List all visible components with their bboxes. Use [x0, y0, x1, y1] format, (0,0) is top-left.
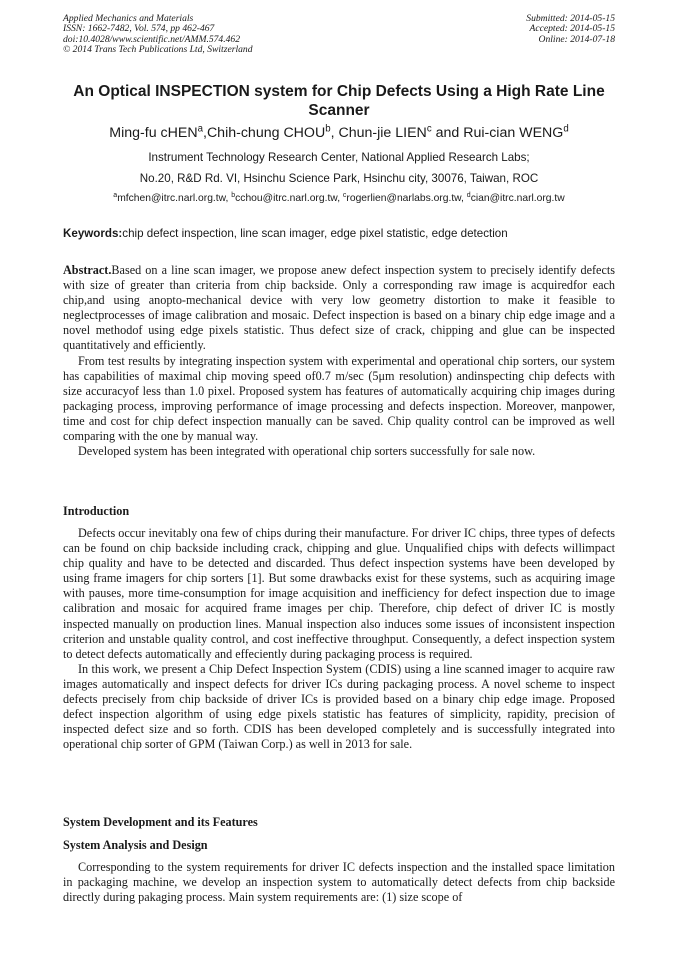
email-address[interactable]: rogerlien@narlabs.org.tw [346, 193, 462, 204]
email-address[interactable]: cian@itrc.narl.org.tw [470, 193, 565, 204]
intro-paragraph: In this work, we present a Chip Defect Inspection System (CDIS) using a line scanned imager to acquire raw images automatically and inspect defects for driver ICs during packaging process. A novel scheme to inspect defects precisely from chip backside of driver ICs is provided based on a binary chip edge image. Proposed defect inspection algorithm of using edge pixels statistic has features of simplicity, rapidity, precision of inspected defect size and so forth. CDIS has been developed completely and is successfully integrated into operational chip sorter of GPM (Taiwan Corp.) as well in 2013 for sale. [63, 661, 615, 752]
email-separator: , [461, 193, 467, 204]
author-name: Chun-jie LIEN [338, 125, 427, 141]
author-separator: , [330, 125, 339, 141]
abstract-label: Abstract. [63, 263, 112, 277]
author-separator: , [202, 125, 207, 141]
system-body [63, 860, 615, 905]
subsection-heading: System Analysis and Design [63, 838, 208, 852]
author-list [40, 124, 638, 142]
section-heading-system: System Development and its Features [63, 815, 258, 829]
author-affil-mark: c [426, 123, 432, 135]
author-affil-mark: d [563, 123, 569, 135]
email-mark: c [342, 192, 347, 200]
introduction-body [63, 526, 615, 752]
abstract [63, 263, 615, 459]
submitted-date: Submitted: 2014-05-15 [526, 13, 615, 24]
abstract-paragraph [63, 263, 615, 354]
email-address[interactable]: mfchen@itrc.narl.org.tw [117, 193, 226, 204]
online-date: Online: 2014-07-18 [538, 33, 615, 45]
keywords-text: chip defect inspection, line scan imager, edge pixel statistic, edge detection [122, 227, 508, 240]
abstract-paragraph: Developed system has been integrated with operational chip sorters successfully for sale now. [78, 444, 536, 459]
issn-line: ISSN: 1662-7482, Vol. 574, pp 462-467 [63, 23, 215, 35]
section-heading-introduction: Introduction [63, 504, 130, 518]
author-name: Rui-cian WENG [463, 125, 564, 141]
address-line: No.20, R&D Rd. VI, Hsinchu Science Park, Hsinchu city, 30076, Taiwan, ROC [139, 172, 539, 185]
author-separator: and [431, 125, 464, 141]
email-separator: , [337, 193, 343, 204]
accepted-date: Accepted: 2014-05-15 [529, 23, 615, 35]
email-list [40, 193, 638, 204]
intro-paragraph: Defects occur inevitably ona few of chips during their manufacture. For driver IC chips, three types of defects can be found on chip backside including crack, chipping and glue. Unqualified chips with defects willimpact chip quality and have to be detected and discarded. Thus defect inspection systems have been developed by using frame imagers for chip sorters [1]. But some drawbacks exist for these systems, such as acquiring image with pauses, more time-consumption for image acquisition and inefficiency for defect inspection due to image calibration and mosaic for acquired frame images per chip. Therefore, chip defect of driver IC is mostly inspected manually on production lines. Manual inspection also induces some issues of inconsistent inspection criterion and unstable quality control, and cost ineffective throughput. Consequently, a defect inspection system to detect defects automatically and effeciently during packaging process is required. [63, 526, 615, 661]
email-separator: , [225, 193, 232, 204]
author-name: Ming-fu cHEN [109, 125, 198, 141]
paper-title: An Optical INSPECTION system for Chip Defects Using a High Rate Line Scanner [73, 83, 605, 119]
journal-info [63, 14, 253, 55]
keywords-label: Keywords: [63, 227, 123, 240]
abstract-paragraph: From test results by integrating inspection system with experimental and operational chip sorters, our system has capabilities of maximal chip moving speed of0.7 m/sec (5μm resolution) andinspecting chip defects with size accuracyof less than 1.0 pixel. Proposed system has features of automatically acquiring chip images during packaging process, improving performance of image processing and defects inspection. Moreover, manpower, time and cost for chip defect inspection manually can be saved. Chip quality control can be improved as well comparing with the one by manual way. [63, 353, 615, 444]
publication-dates [526, 14, 615, 45]
copyright-line: © 2014 Trans Tech Publications Ltd, Switzerland [63, 43, 253, 55]
doi-line: doi:10.4028/www.scientific.net/AMM.574.462 [63, 33, 241, 45]
author-affil-mark: a [197, 123, 203, 135]
affiliation-line: Instrument Technology Research Center, National Applied Research Labs; [148, 151, 530, 164]
journal-name: Applied Mechanics and Materials [63, 13, 194, 24]
author-name: Chih-chung CHOU [206, 125, 326, 141]
abstract-text: Based on a line scan imager, we propose anew defect inspection system to precisely identify defects with size of greater than criteria from chip backside. Only a corresponding raw image is acquiredfor each chip,and using anopto-mechanical device with very low geometry distortion to make it feasible to neglectprocesses of image calibration and mosaic. Defect inspection is based on a binary chip edge image and a novel methodof using edge pixels statistic. Thus defect size of crack, chipping and glue can be inspected quantitatively and efficiently. [63, 263, 615, 353]
email-address[interactable]: cchou@itrc.narl.org.tw [235, 193, 338, 204]
system-paragraph: Corresponding to the system requirements for driver IC defects inspection and the installed space limitation in packaging machine, we develop an inspection system to automatically detect defects from chip backside directly during pakaging process. Main system requirements are: (1) size scope of [63, 860, 615, 905]
email-mark: a [113, 192, 118, 200]
keywords [63, 227, 623, 240]
author-affil-mark: b [325, 123, 331, 135]
email-mark: b [231, 192, 236, 200]
email-mark: d [466, 192, 471, 200]
